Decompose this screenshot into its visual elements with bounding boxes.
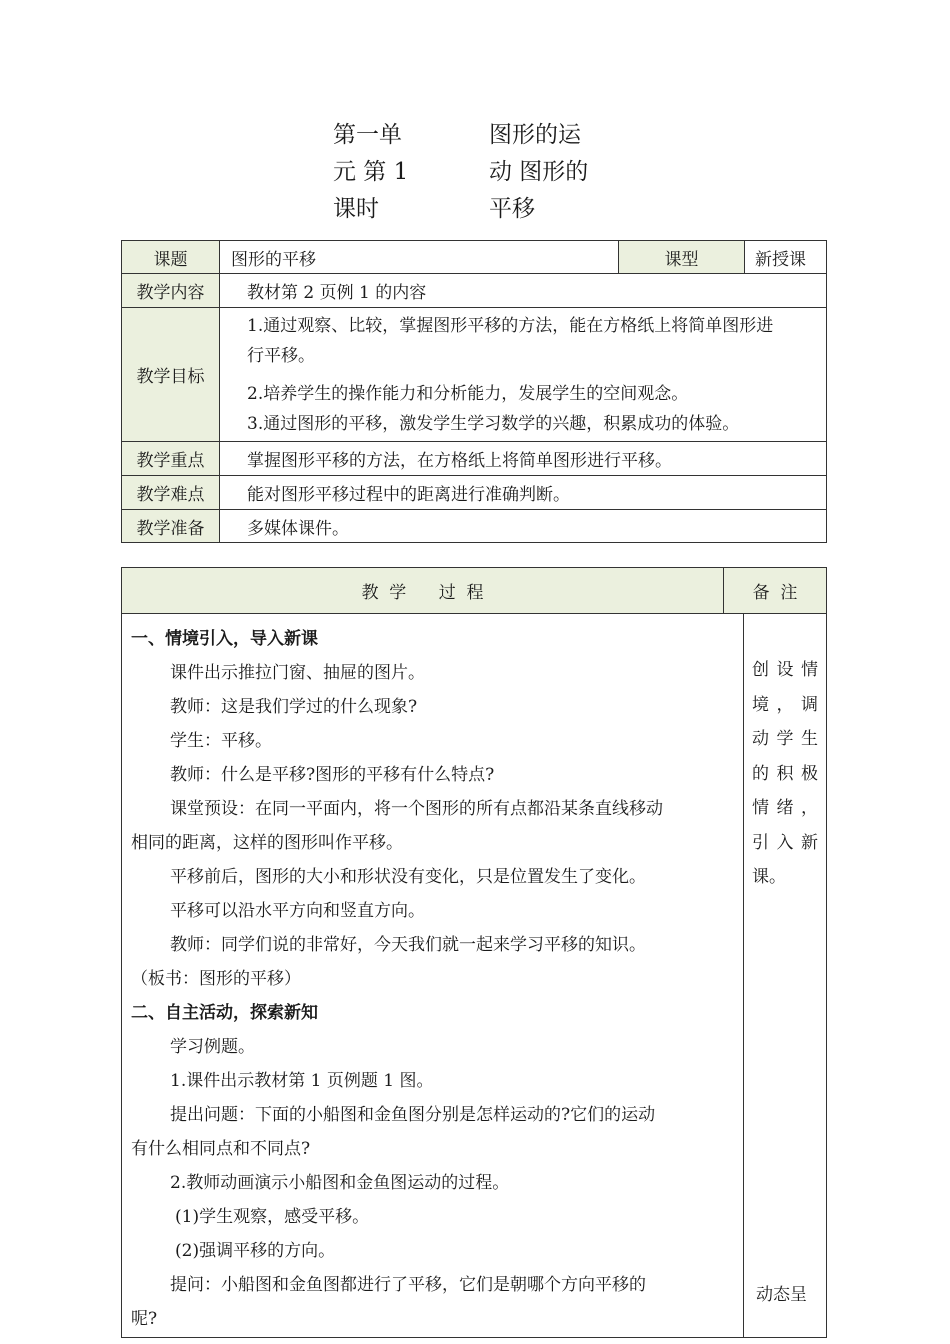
goals-row xyxy=(122,308,827,442)
process-line: 提问：小船图和金鱼图都进行了平移，它们是朝哪个方向平移的 xyxy=(170,1275,646,1295)
goals-label: 教学目标 xyxy=(122,308,220,442)
prep-value: 多媒体课件。 xyxy=(220,510,827,543)
note-line: 创设情 xyxy=(752,660,818,680)
notes-header: 备 注 xyxy=(724,568,827,614)
note-line: 动学生 xyxy=(752,729,818,749)
heading-line: 元 第 1 xyxy=(333,159,409,185)
difficulty-value: 能对图形平移过程中的距离进行准确判断。 xyxy=(220,476,827,510)
focus-label: 教学重点 xyxy=(122,442,220,476)
process-header: 教 学 过 程 xyxy=(122,568,724,614)
type-value: 新授课 xyxy=(745,241,827,274)
topic-value: 图形的平移 xyxy=(220,241,619,274)
process-line: 课堂预设：在同一平面内，将一个图形的所有点都沿某条直线移动 xyxy=(170,799,663,819)
process-body-row xyxy=(122,614,827,1338)
difficulty-label: 教学难点 xyxy=(122,476,220,510)
prep-row xyxy=(122,510,827,543)
process-line: 1.课件出示教材第 1 页例题 1 图。 xyxy=(170,1071,434,1091)
process-line: 相同的距离，这样的图形叫作平移。 xyxy=(131,833,403,853)
process-line: 有什么相同点和不同点? xyxy=(131,1139,311,1159)
process-line: 教师：同学们说的非常好，今天我们就一起来学习平移的知识。 xyxy=(170,935,646,955)
heading-line: 第一单 xyxy=(333,122,402,148)
heading-line: 平移 xyxy=(489,196,535,222)
goal-line: 2.培养学生的操作能力和分析能力，发展学生的空间观念。 xyxy=(247,383,689,404)
type-label: 课型 xyxy=(619,241,745,274)
heading-line: 图形的运 xyxy=(489,122,581,148)
process-line: （板书：图形的平移） xyxy=(131,969,301,989)
process-line: 平移前后，图形的大小和形状没有变化，只是位置发生了变化。 xyxy=(170,867,646,887)
notes-column xyxy=(744,614,827,1338)
teaching-process-table xyxy=(121,567,827,1338)
section-heading: 二、自主活动，探索新知 xyxy=(131,1003,318,1023)
process-line: 课件出示推拉门窗、抽屉的图片。 xyxy=(170,663,425,683)
goal-line: 1.通过观察、比较，掌握图形平移的方法，能在方格纸上将简单图形进 xyxy=(247,315,774,336)
heading-line: 课时 xyxy=(333,196,379,222)
note-line: 情绪， xyxy=(752,798,818,818)
process-line: 平移可以沿水平方向和竖直方向。 xyxy=(170,901,425,921)
goal-line: 行平移。 xyxy=(247,345,315,366)
prep-label: 教学准备 xyxy=(122,510,220,543)
process-header-row xyxy=(122,568,827,614)
difficulty-row xyxy=(122,476,827,510)
focus-row xyxy=(122,442,827,476)
goal-line: 3.通过图形的平移，激发学生学习数学的兴趣，积累成功的体验。 xyxy=(247,413,740,434)
unit-lesson-heading xyxy=(333,117,433,228)
note-text-bottom: 动态呈 xyxy=(756,1285,807,1305)
note-text xyxy=(752,653,818,895)
process-content xyxy=(122,614,744,1338)
heading-line: 动 图形的 xyxy=(489,159,589,185)
topic-label: 课题 xyxy=(122,241,220,274)
process-line: (2)强调平移的方向。 xyxy=(175,1241,336,1261)
goals-value xyxy=(220,308,827,442)
content-row xyxy=(122,274,827,308)
process-line: 学生：平移。 xyxy=(170,731,272,751)
lesson-topic-heading xyxy=(489,117,619,228)
content-value: 教材第 2 页例 1 的内容 xyxy=(220,274,827,308)
note-line: 课。 xyxy=(752,867,786,887)
topic-row xyxy=(122,241,827,274)
note-line: 的积极 xyxy=(752,763,818,784)
focus-value: 掌握图形平移的方法，在方格纸上将简单图形进行平移。 xyxy=(220,442,827,476)
process-line: 呢? xyxy=(131,1309,158,1329)
process-line: 2.教师动画演示小船图和金鱼图运动的过程。 xyxy=(170,1173,510,1193)
content-label: 教学内容 xyxy=(122,274,220,308)
section-heading: 一、情境引入，导入新课 xyxy=(131,629,318,649)
process-line: 学习例题。 xyxy=(170,1037,255,1057)
note-line: 引入新 xyxy=(752,832,818,853)
note-line: 境，调 xyxy=(752,694,818,715)
lesson-info-table xyxy=(121,240,827,543)
process-line: (1)学生观察，感受平移。 xyxy=(175,1207,370,1227)
process-line: 教师：什么是平移?图形的平移有什么特点? xyxy=(170,765,495,785)
process-line: 提出问题：下面的小船图和金鱼图分别是怎样运动的?它们的运动 xyxy=(170,1105,656,1125)
process-line: 教师：这是我们学过的什么现象? xyxy=(170,697,418,717)
